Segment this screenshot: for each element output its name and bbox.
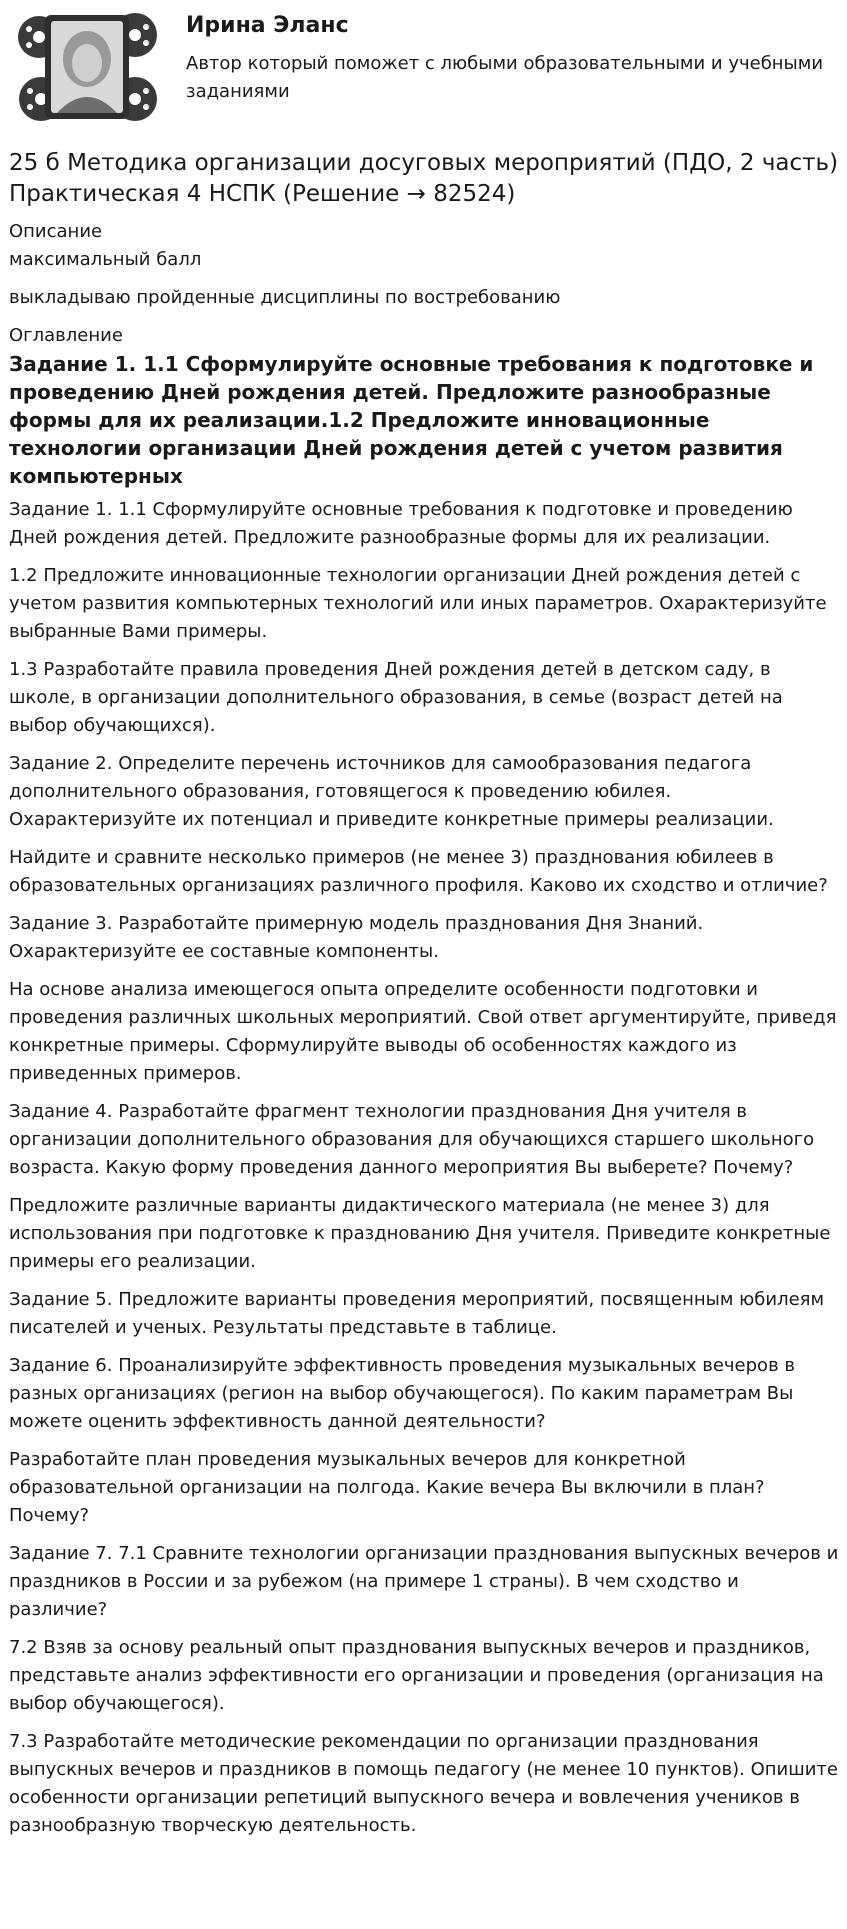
description-note: выкладываю пройденные дисциплины по востребованию xyxy=(9,287,561,308)
task-paragraph: Задание 1. 1.1 Сформулируйте основные требования к подготовке и проведению Дней рождения детей. Предложите разнообразные формы для их реализации. xyxy=(9,499,793,548)
task-paragraph: 7.3 Разработайте методические рекомендации по организации празднования выпускных вечеров и праздников в помощь педагогу (не менее 10 пунктов). Опишите особенности организации репетиций выпускного вечера и вовлечения учеников в разнообразную творческую деятельность. xyxy=(9,1731,838,1836)
task-paragraph: Задание 6. Проанализируйте эффективность проведения музыкальных вечеров в разных организациях (регион на выбор обучающегося). По каким параметрам Вы можете оценить эффективность данной деятельности? xyxy=(9,1355,796,1432)
description-label: Описание xyxy=(9,221,103,242)
task-paragraph: Найдите и сравните несколько примеров (не менее 3) празднования юбилеев в образовательных организациях различного профиля. Каково их сходство и отличие? xyxy=(9,847,828,896)
task-paragraph: Разработайте план проведения музыкальных вечеров для конкретной образовательной организации на полгода. Какие вечера Вы включили в план? Почему? xyxy=(9,1449,765,1526)
task-paragraph: Задание 7. 7.1 Сравните технологии организации празднования выпускных вечеров и праздников в России и за рубежом (на примере 1 страны). В чем сходство и различие? xyxy=(9,1543,839,1620)
work-title: 25 б Методика организации досуговых мероприятий (ПДО, 2 часть) Практическая 4 НСПК (Решение → 82524) xyxy=(9,150,839,207)
toc-heading: Задание 1. 1.1 Сформулируйте основные требования к подготовке и проведению Дней рождения детей. Предложите разнообразные формы для их реализации.1.2 Предложите инновационные технологии организации Дней рождения детей с учетом развития компьютерных xyxy=(9,352,814,488)
task-paragraph: На основе анализа имеющегося опыта определите особенности подготовки и проведения различных школьных мероприятий. Свой ответ аргументируйте, приведя конкретные примеры. Сформулируйте выводы об особенностях каждого из приведенных примеров. xyxy=(9,979,837,1084)
task-paragraph: Задание 2. Определите перечень источников для самообразования педагога дополнительного образования, готовящегося к проведению юбилея. Охарактеризуйте их потенциал и приведите конкретные примеры реализации. xyxy=(9,753,774,830)
task-paragraph: 1.3 Разработайте правила проведения Дней рождения детей в детском саду, в школе, в организации дополнительного образования, в семье (возраст детей на выбор обучающихся). xyxy=(9,659,783,736)
toc-label: Оглавление xyxy=(9,325,123,346)
task-paragraph: Задание 5. Предложите варианты проведения мероприятий, посвященным юбилеям писателей и ученых. Результаты представьте в таблице. xyxy=(9,1289,825,1338)
task-paragraph: 7.2 Взяв за основу реальный опыт празднования выпускных вечеров и праздников, представьте анализ эффективности его организации и проведения (организация на выбор обучающегося). xyxy=(9,1637,824,1714)
task-paragraph: Предложите различные варианты дидактического материала (не менее 3) для использования при подготовке к празднованию Дня учителя. Приведите конкретные примеры его реализации. xyxy=(9,1195,831,1272)
task-paragraph: Задание 3. Разработайте примерную модель празднования Дня Знаний. Охарактеризуйте ее составные компоненты. xyxy=(9,913,704,962)
task-list xyxy=(9,496,840,1840)
author-description: Автор который поможет с любыми образовательными и учебными заданиями xyxy=(186,53,824,102)
author-name[interactable]: Ирина Эланс xyxy=(186,13,349,38)
author-card xyxy=(9,0,840,132)
max-score-text: максимальный балл xyxy=(9,249,202,270)
task-paragraph: 1.2 Предложите инновационные технологии организации Дней рождения детей с учетом развития компьютерных технологий или иных параметров. Охарактеризуйте выбранные Вами примеры. xyxy=(9,565,827,642)
author-avatar[interactable] xyxy=(17,7,159,125)
task-paragraph: Задание 4. Разработайте фрагмент технологии празднования Дня учителя в организации дополнительного образования для обучающихся старшего школьного возраста. Какую форму проведения данного мероприятия Вы выберете? Почему? xyxy=(9,1101,815,1178)
